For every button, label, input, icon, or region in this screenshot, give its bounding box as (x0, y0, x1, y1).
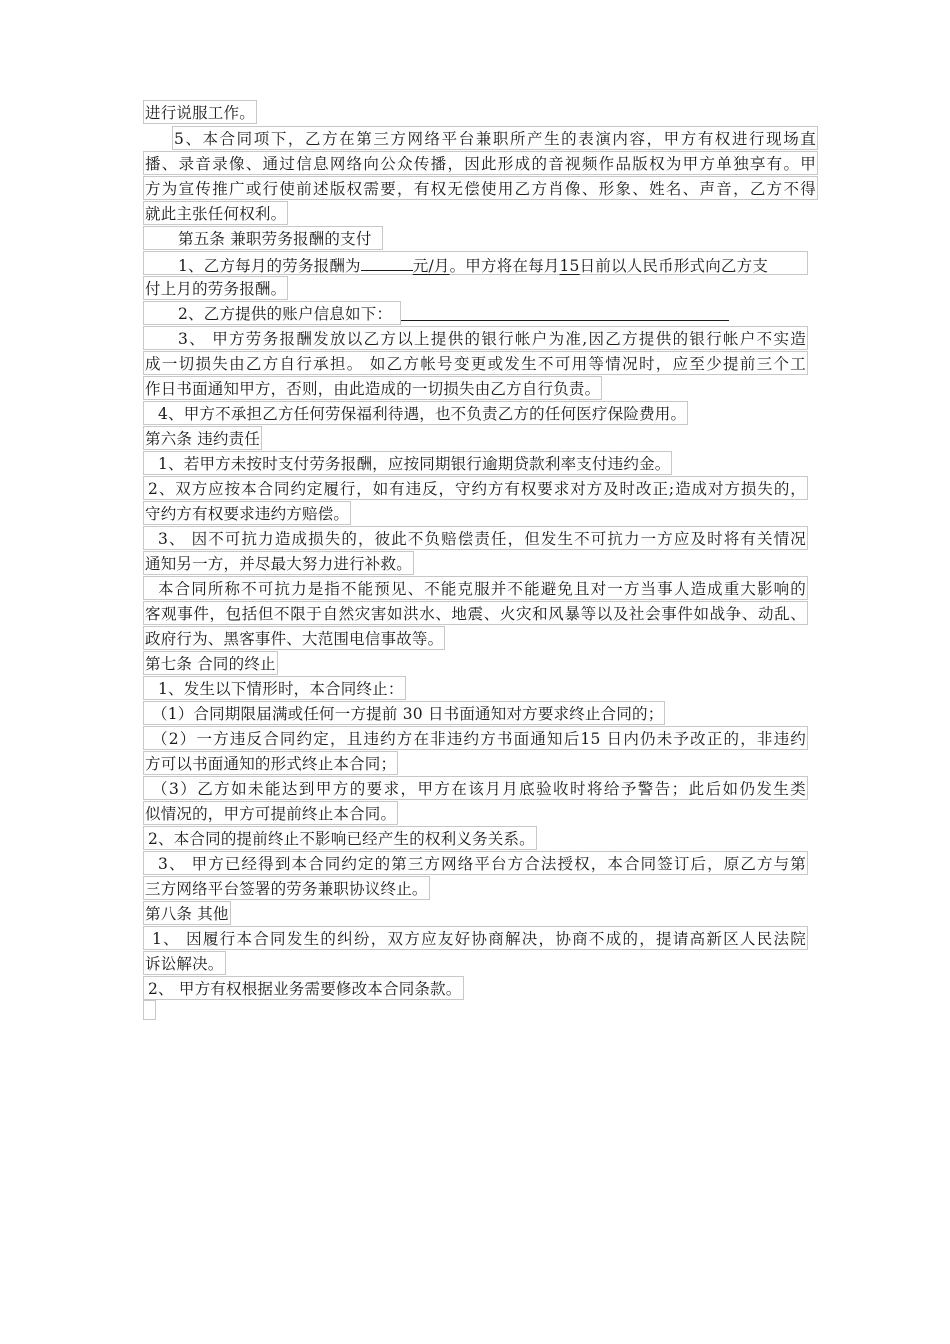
remuneration-blank (361, 252, 413, 271)
clause-7-1-item-3: （3）乙方如未能达到甲方的要求，甲方在该月月底验收时将给予警告；此后如仍发生类 (143, 776, 808, 800)
clause-7-2: 2、本合同的提前终止不影响已经产生的权利义务关系。 (143, 826, 537, 850)
empty-paragraph-marker (143, 1000, 156, 1020)
text-line: 播、录音录像、通过信息网络向公众传播，因此形成的音视频作品版权为甲方单独享有。甲 (143, 151, 818, 175)
clause-7-1: 1、发生以下情形时，本合同终止： (143, 676, 406, 700)
clause-6-3: 3、 因不可抗力造成损失的，彼此不负赔偿责任，但发生不可抗力一方应及时将有关情况 (143, 526, 808, 550)
text-line: 就此主张任何权利。 (143, 201, 288, 225)
text-line: 成一切损失由乙方自行承担。 如乙方帐号变更或发生不可用等情况时，应至少提前三个工 (143, 351, 808, 375)
text-segment: 。甲方将在每月 (449, 257, 560, 275)
text-line: 客观事件，包括但不限于自然灾害如洪水、地震、火灾和风暴等以及社会事件如战争、动乱、 (143, 601, 808, 625)
text-line: 作日书面通知甲方，否则，由此造成的一切损失由乙方自行负责。 (143, 376, 602, 400)
clause-6-1: 1、若甲方未按时支付劳务报酬，应按同期银行逾期贷款利率支付违约金。 (143, 451, 672, 475)
clause-5-4: 4、甲方不承担乙方任何劳保福利待遇，也不负责乙方的任何医疗保险费用。 (143, 401, 688, 425)
text-line: 诉讼解决。 (143, 951, 226, 975)
article-7-heading: 第七条 合同的终止 (143, 651, 278, 675)
clause-6-2: 2、双方应按本合同约定履行，如有违反，守约方有权要求对方及时改正;造成对方损失的， (143, 476, 808, 500)
clause-7-3: 3、 甲方已经得到本合同约定的第三方网络平台方合法授权，本合同签订后，原乙方与第 (143, 851, 808, 875)
text-segment: 日前以人民币形式向乙方支 (579, 257, 769, 275)
clause-4-5: 5、本合同项下，乙方在第三方网络平台兼职所产生的表演内容，甲方有权进行现场直 (172, 126, 818, 150)
clause-7-1-item-1: （1）合同期限届满或任何一方提前 30 日书面通知对方要求终止合同的； (143, 701, 665, 725)
text-line: 方为宣传推广或行使前述版权需要，有权无偿使用乙方肖像、形象、姓名、声音，乙方不得 (143, 176, 818, 200)
text-line: 方可以书面通知的形式终止本合同； (143, 751, 398, 775)
text-segment: 元/月 (412, 257, 450, 275)
payday-number: 15 (559, 257, 580, 275)
account-info-blank (401, 302, 729, 321)
text-line: 政府行为、黑客事件、大范围电信事故等。 (143, 626, 445, 650)
clause-5-3: 3、 甲方劳务报酬发放以乙方以上提供的银行帐户为准,因乙方提供的银行帐户不实造 (143, 326, 808, 350)
clause-5-2: 2、乙方提供的账户信息如下： (143, 301, 401, 325)
text-segment: 1、乙方每月的劳务报酬为 (178, 257, 361, 275)
clause-7-1-item-2: （2）一方违反合同约定，且违约方在非违约方书面通知后15 日内仍未予改正的，非违约 (143, 726, 808, 750)
clause-8-2: 2、 甲方有权根据业务需要修改本合同条款。 (143, 976, 464, 1000)
article-6-heading: 第六条 违约责任 (143, 426, 262, 450)
clause-5-1 (143, 251, 808, 275)
article-5-heading: 第五条 兼职劳务报酬的支付 (143, 226, 383, 250)
text-line: 付上月的劳务报酬。 (143, 276, 288, 300)
article-8-heading: 第八条 其他 (143, 901, 231, 925)
text-line: 通知另一方，并尽最大努力进行补救。 (143, 551, 414, 575)
force-majeure-definition: 本合同所称不可抗力是指不能预见、不能克服并不能避免且对一方当事人造成重大影响的 (143, 576, 808, 600)
text-line: 进行说服工作。 (143, 100, 257, 124)
clause-8-1: 1、 因履行本合同发生的纠纷，双方应友好协商解决，协商不成的，提请高新区人民法院 (143, 926, 808, 950)
text-line: 三方网络平台签署的劳务兼职协议终止。 (143, 876, 430, 900)
text-line: 似情况的，甲方可提前终止本合同。 (143, 801, 398, 825)
text-line: 守约方有权要求违约方赔偿。 (143, 501, 351, 525)
